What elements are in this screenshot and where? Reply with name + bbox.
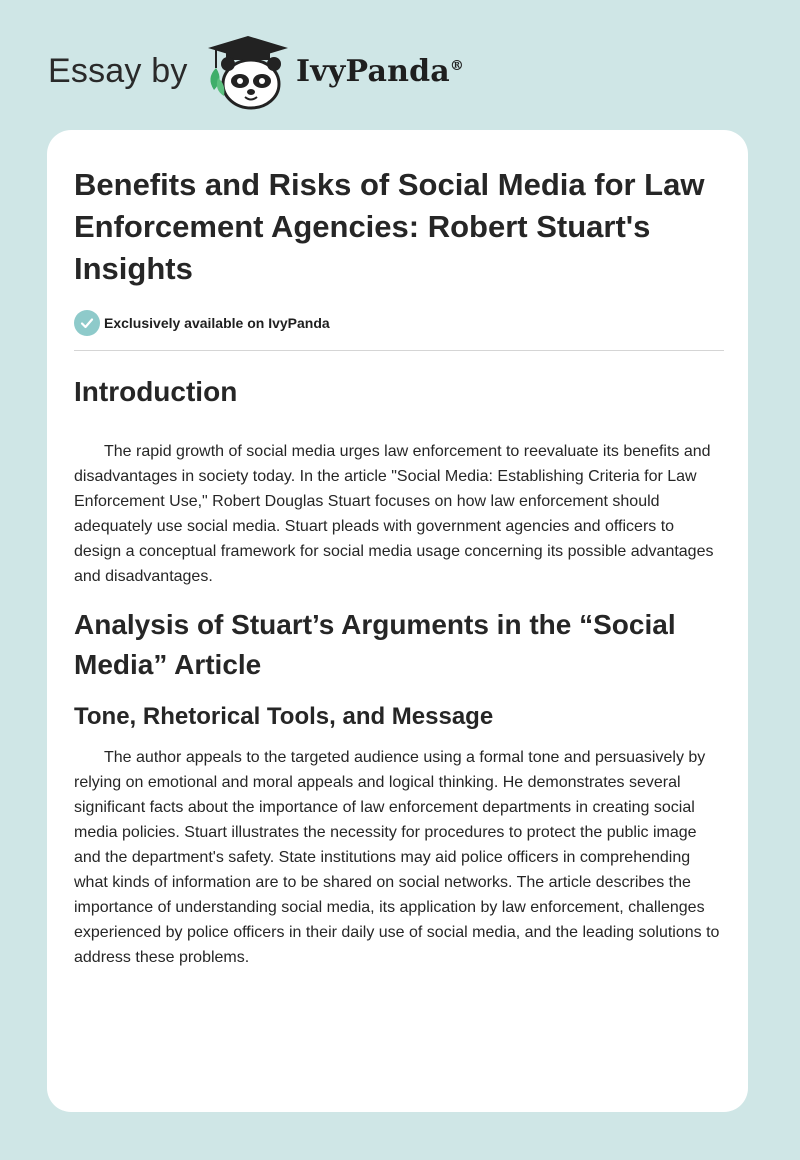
exclusive-badge-text: Exclusively available on IvyPanda bbox=[104, 315, 330, 331]
brand-name[interactable]: IvyPanda® bbox=[296, 54, 465, 89]
tone-paragraph: The author appeals to the targeted audience using a formal tone and persuasively by relying on emotional and moral appeals and logical thinking. He demonstrates several significant facts about the importance of law enforcement departments in creating social media policies. Stuart illustrates the necessity for procedures to protect the public image and the department's safety. State institutions may aid police officers in comprehending what kinds of information are to be shared on social networks. The article describes the importance of understanding social media, its application by law enforcement, challenges experienced by police officers in their daily use of social media, and the leading solutions to address these problems. bbox=[74, 749, 720, 966]
section-heading-analysis: Analysis of Stuart’s Arguments in the “Social Media” Article bbox=[74, 609, 676, 680]
subsection-heading-tone: Tone, Rhetorical Tools, and Message bbox=[74, 703, 494, 730]
article-card bbox=[47, 130, 748, 1112]
check-circle-icon bbox=[74, 310, 100, 336]
article-content bbox=[74, 164, 724, 970]
divider bbox=[74, 350, 724, 351]
article-title: Benefits and Risks of Social Media for Law Enforcement Agencies: Robert Stuart's Insights bbox=[74, 167, 705, 286]
site-header bbox=[48, 34, 468, 114]
section-heading-introduction: Introduction bbox=[74, 376, 238, 407]
introduction-paragraph: The rapid growth of social media urges law enforcement to reevaluate its benefits and disadvantages in society today. In the article "Social Media: Establishing Criteria for Law Enforcement Use," Robert Douglas Stuart focuses on how law enforcement should adequately use social media. Stuart pleads with government agencies and officers to design a conceptual framework for social media usage concerning its possible advantages and disadvantages. bbox=[74, 443, 714, 585]
panda-logo-icon[interactable] bbox=[202, 34, 294, 110]
essay-by-label: Essay by bbox=[48, 52, 188, 90]
exclusive-badge bbox=[74, 308, 724, 338]
